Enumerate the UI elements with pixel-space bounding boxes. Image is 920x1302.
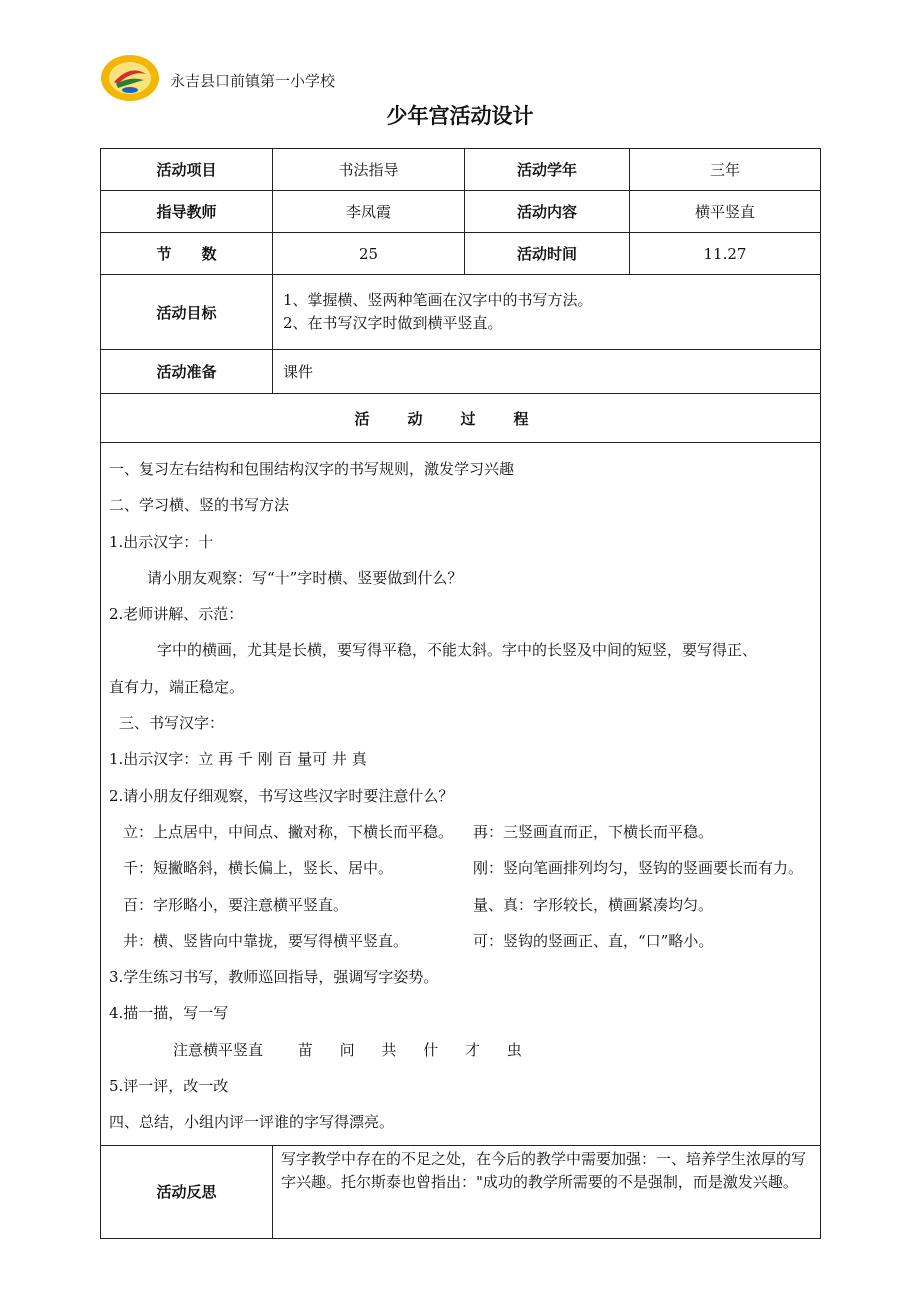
trace-char: 共: [381, 1040, 397, 1059]
trace-char: 才: [464, 1040, 480, 1059]
time-value: 11.27: [630, 233, 821, 275]
stroke-note: 再：三竖画直而正，下横长而平稳。: [473, 822, 714, 841]
section-count-value: 25: [273, 233, 465, 275]
table-row: [101, 350, 821, 394]
stroke-note: 量、真：字形较长，横画紧凑均匀。: [473, 895, 714, 914]
trace-char: 苗: [297, 1040, 313, 1059]
process-line: 5.评一评，改一改: [109, 1077, 229, 1096]
reflection-label: 活动反思: [101, 1145, 273, 1238]
trace-label: 注意横平竖直: [173, 1040, 264, 1059]
school-logo-icon: [100, 54, 160, 102]
process-line: 直有力，端正稳定。: [109, 677, 245, 696]
trace-char: 什: [423, 1040, 439, 1059]
goal-label: 活动目标: [101, 275, 273, 350]
table-row: [101, 233, 821, 275]
activity-table: [100, 148, 821, 1239]
page-header: [98, 48, 818, 104]
year-label: 活动学年: [465, 149, 630, 191]
time-label: 活动时间: [465, 233, 630, 275]
stroke-note: 千：短撇略斜，横长偏上，竖长、居中。: [123, 859, 394, 878]
process-line: 一、复习左右结构和包围结构汉字的书写规则，激发学习兴趣: [109, 460, 515, 478]
stroke-note: 刚：竖向笔画排列均匀，竖钩的竖画要长而有力。: [473, 859, 804, 878]
stroke-note-row: [109, 850, 812, 886]
stroke-note: 可：竖钩的竖画正、直，“口”略小。: [473, 931, 714, 950]
project-value: 书法指导: [273, 149, 465, 191]
trace-row: [109, 1032, 812, 1068]
process-line: 1.出示汉字：十: [109, 532, 214, 551]
stroke-note: 百：字形略小，要注意横平竖直。: [123, 895, 349, 914]
process-line: 三、书写汉字：: [119, 714, 225, 733]
process-heading: 活动过程: [101, 394, 821, 443]
year-value: 三年: [630, 149, 821, 191]
process-line: 四、总结，小组内评一评谁的字写得漂亮。: [109, 1113, 395, 1132]
project-label: 活动项目: [101, 149, 273, 191]
reflection-text: 写字教学中存在的不足之处，在今后的教学中需要加强：一、培养学生浓厚的写字兴趣。托尔斯泰也曾指出："成功的教学所需要的不是强制，而是激发兴趣。: [273, 1145, 821, 1238]
table-row: [101, 149, 821, 191]
process-line: 2.请小朋友仔细观察，书写这些汉字时要注意什么？: [109, 786, 454, 805]
process-line: 请小朋友观察：写“十”字时横、竖要做到什么？: [147, 568, 463, 587]
goal-line: 2、在书写汉字时做到横平竖直。: [283, 314, 503, 332]
trace-char: 虫: [506, 1040, 522, 1059]
process-line: 字中的横画，尤其是长横，要写得平稳，不能太斜。字中的长竖及中间的短竖，要写得正、: [157, 641, 758, 660]
process-line: 2.老师讲解、示范：: [109, 605, 244, 624]
teacher-value: 李凤霞: [273, 191, 465, 233]
goal-line: 1、掌握横、竖两种笔画在汉字中的书写方法。: [283, 291, 593, 309]
stroke-note: 井：横、竖皆向中靠拢，要写得横平竖直。: [123, 931, 409, 950]
stroke-note-row: [109, 887, 812, 923]
table-row: [101, 443, 821, 1146]
goal-content: [273, 275, 821, 350]
content-label: 活动内容: [465, 191, 630, 233]
table-row: [101, 394, 821, 443]
prep-value: 课件: [273, 350, 821, 394]
school-name: 永吉县口前镇第一小学校: [170, 72, 336, 90]
table-row: [101, 191, 821, 233]
trace-char: 问: [339, 1040, 355, 1059]
process-line: 二、学习横、竖的书写方法: [109, 496, 290, 515]
table-row: [101, 1145, 821, 1238]
process-line: 4.描一描，写一写: [109, 1004, 229, 1023]
process-line: 3.学生练习书写，教师巡回指导，强调写字姿势。: [109, 968, 439, 987]
teacher-label: 指导教师: [101, 191, 273, 233]
table-row: [101, 275, 821, 350]
stroke-note: 立：上点居中，中间点、撇对称，下横长而平稳。: [123, 822, 454, 841]
process-line: 1.出示汉字：立 再 千 刚 百 量可 井 真: [109, 750, 367, 769]
prep-label: 活动准备: [101, 350, 273, 394]
stroke-note-row: [109, 814, 812, 850]
content-value: 横平竖直: [630, 191, 821, 233]
section-count-label: 节 数: [101, 233, 273, 275]
stroke-note-row: [109, 923, 812, 959]
page-title: 少年宫活动设计: [386, 104, 534, 128]
process-content: [101, 443, 821, 1146]
